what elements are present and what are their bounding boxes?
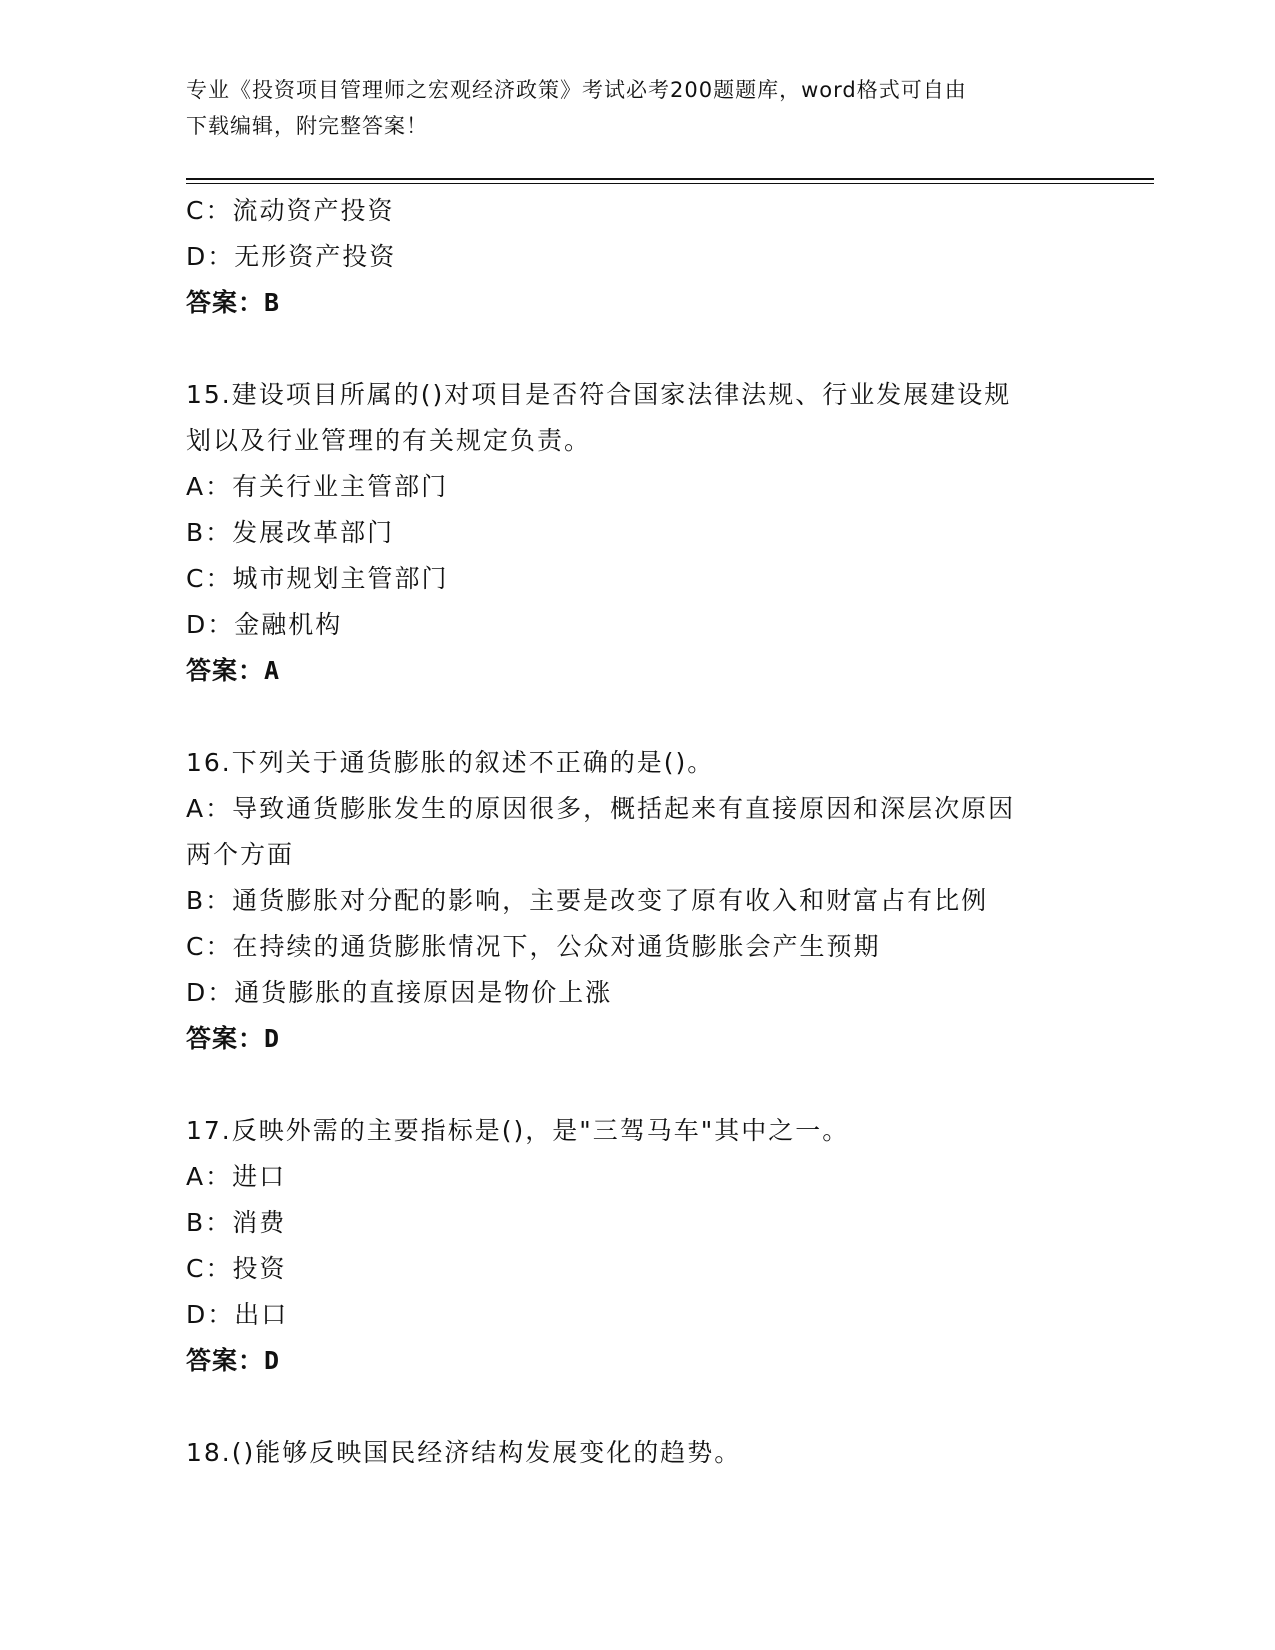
option-c: C：流动资产投资 [186,196,395,225]
option-a-continued: 两个方面 [186,840,295,869]
answer-line: 答案：D [186,1024,281,1053]
document-header [186,72,1086,144]
question-text-line: 16.下列关于通货膨胀的叙述不正确的是()。 [186,748,715,777]
question-text-line: 17.反映外需的主要指标是()，是"三驾马车"其中之一。 [186,1116,850,1145]
answer-line: 答案：B [186,288,281,317]
question-text-line: 18.()能够反映国民经济结构发展变化的趋势。 [186,1438,742,1467]
question-block-16 [186,740,1086,1062]
header-line-2: 下载编辑，附完整答案！ [186,114,428,138]
option-a: A：导致通货膨胀发生的原因很多，概括起来有直接原因和深层次原因 [186,794,1016,823]
spacer [186,1384,1086,1430]
question-block-17 [186,1108,1086,1384]
option-d: D：金融机构 [186,610,343,639]
option-b: B：发展改革部门 [186,518,395,547]
header-divider-thick [186,178,1154,180]
spacer [186,326,1086,372]
option-c: C：在持续的通货膨胀情况下，公众对通货膨胀会产生预期 [186,932,881,961]
option-b: B：通货膨胀对分配的影响，主要是改变了原有收入和财富占有比例 [186,886,989,915]
question-block-14-continued [186,188,1086,326]
option-a: A：有关行业主管部门 [186,472,449,501]
question-text-line: 15.建设项目所属的()对项目是否符合国家法律法规、行业发展建设规 [186,380,1012,409]
option-d: D：出口 [186,1300,289,1329]
question-block-18 [186,1430,1086,1476]
option-a: A：进口 [186,1162,287,1191]
spacer [186,1062,1086,1108]
option-d: D：无形资产投资 [186,242,397,271]
answer-line: 答案：A [186,656,281,685]
spacer [186,694,1086,740]
option-c: C：城市规划主管部门 [186,564,449,593]
option-d: D：通货膨胀的直接原因是物价上涨 [186,978,613,1007]
document-body [186,188,1086,1476]
header-divider-thin [186,183,1154,184]
header-line-1: 专业《投资项目管理师之宏观经济政策》考试必考200题题库，word格式可自由 [186,78,967,102]
option-b: B：消费 [186,1208,287,1237]
answer-line: 答案：D [186,1346,281,1375]
question-block-15 [186,372,1086,694]
question-text-line: 划以及行业管理的有关规定负责。 [186,426,592,455]
option-c: C：投资 [186,1254,287,1283]
